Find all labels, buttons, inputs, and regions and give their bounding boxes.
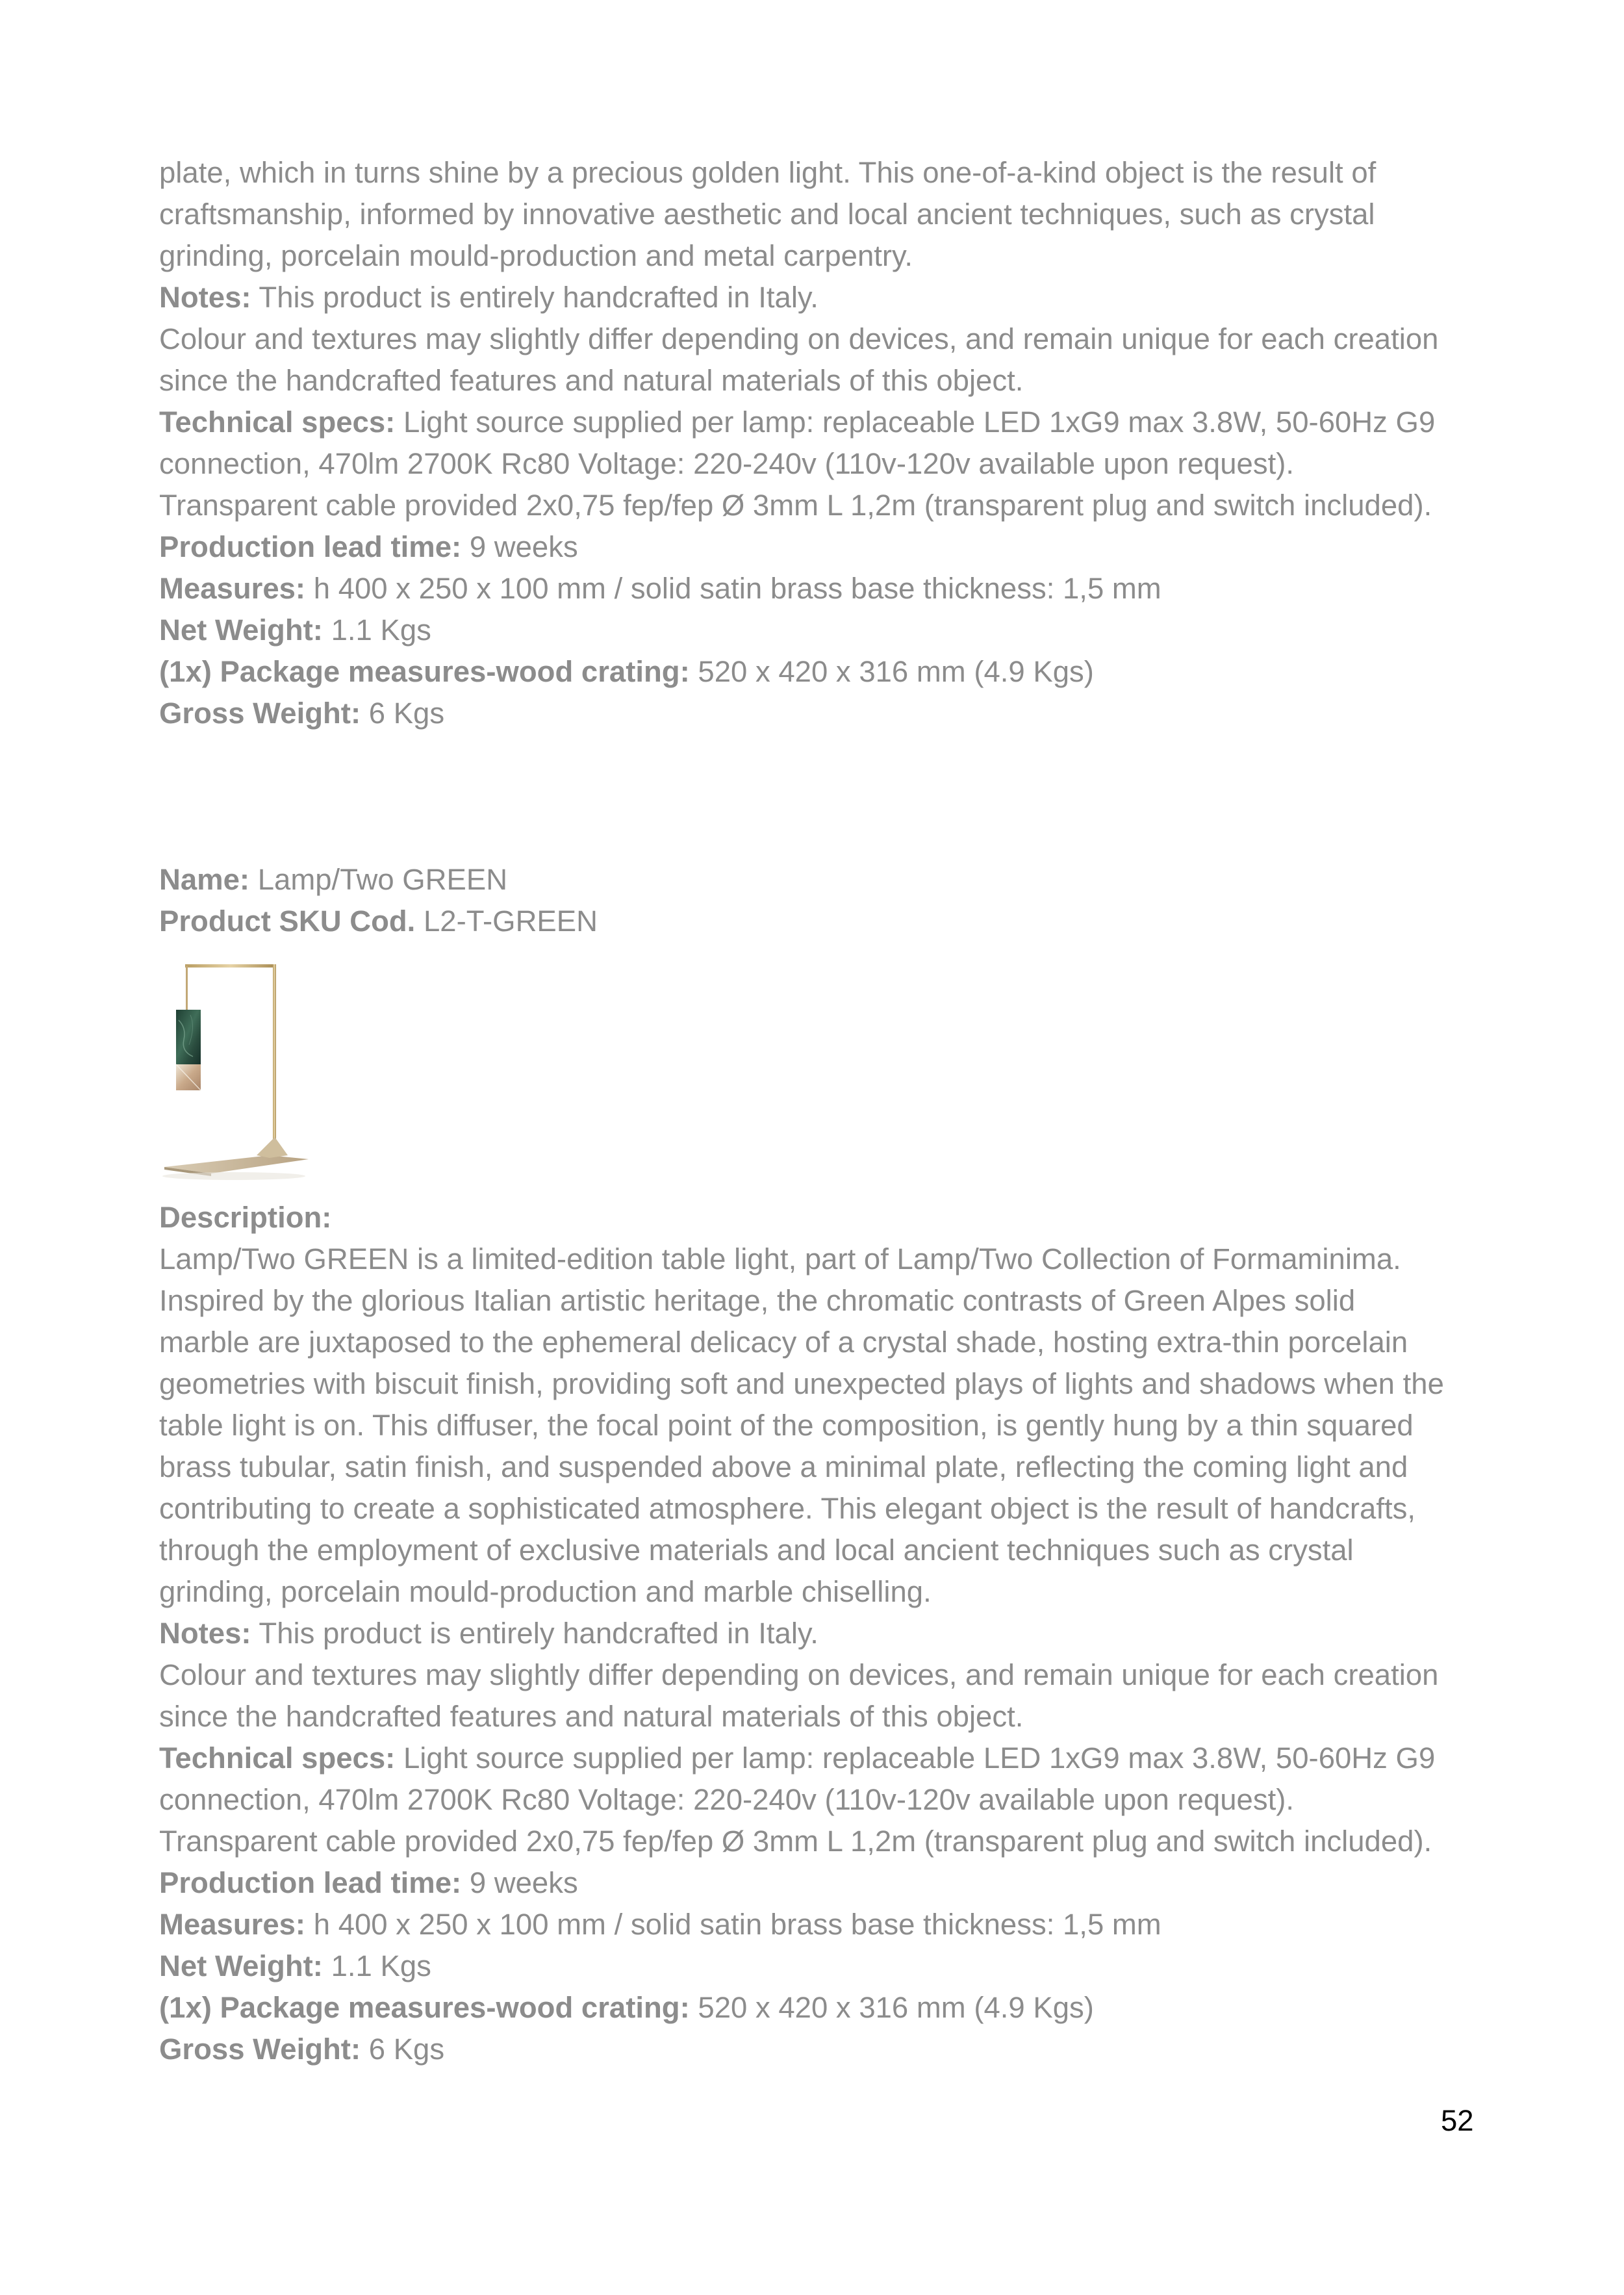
net-weight-label: Net Weight:: [159, 1949, 323, 1982]
product-description-section: [159, 1197, 1523, 2070]
notes-row: [159, 1613, 1523, 1654]
description-line: Lamp/Two GREEN is a limited-edition table light, part of Lamp/Two Collection of Formaminima.: [159, 1242, 1401, 1276]
package-value: 520 x 420 x 316 mm (4.9 Kgs): [698, 1991, 1094, 2024]
description-line: through the employment of exclusive materials and local ancient techniques such as crystal: [159, 1533, 1354, 1567]
base-plate-fold: [257, 1137, 288, 1158]
brass-post: [273, 964, 276, 1143]
colour-line: Colour and textures may slightly differ depending on devices, and remain unique for each creation: [159, 1658, 1439, 1691]
measures-label: Measures:: [159, 572, 306, 605]
notes-value: This product is entirely handcrafted in Italy.: [259, 281, 818, 314]
product-name-value: Lamp/Two GREEN: [257, 863, 508, 896]
colour-line: Colour and textures may slightly differ depending on devices, and remain unique for each creation: [159, 322, 1439, 355]
package-row: [159, 1987, 1523, 2029]
description-line: table light is on. This diffuser, the focal point of the composition, is gently hung by a thin squared: [159, 1409, 1414, 1442]
tech-specs-value: Light source supplied per lamp: replaceable LED 1xG9 max 3.8W, 50-60Hz G9: [403, 1741, 1436, 1775]
intro-line: craftsmanship, informed by innovative aesthetic and local ancient techniques, such as crystal: [159, 198, 1375, 231]
tech-specs-line: connection, 470lm 2700K Rc80 Voltage: 220-240v (110v-120v available upon request).: [159, 1783, 1295, 1816]
net-weight-value: 1.1 Kgs: [331, 1949, 431, 1982]
page-number: 52: [1441, 2104, 1474, 2137]
lead-time-row: [159, 526, 1523, 568]
package-row: [159, 651, 1523, 693]
tech-specs-label: Technical specs:: [159, 405, 396, 439]
colour-line: since the handcrafted features and natural materials of this object.: [159, 1700, 1024, 1733]
product-sku-row: [159, 901, 1523, 942]
product-sku-value: L2-T-GREEN: [423, 904, 598, 938]
gross-weight-row: [159, 2029, 1523, 2070]
gross-weight-value: 6 Kgs: [368, 2032, 445, 2066]
package-value: 520 x 420 x 316 mm (4.9 Kgs): [698, 655, 1094, 688]
tech-specs-line: connection, 470lm 2700K Rc80 Voltage: 220-240v (110v-120v available upon request).: [159, 447, 1295, 480]
net-weight-row: [159, 1945, 1523, 1987]
measures-row: [159, 1904, 1523, 1945]
tech-specs-row: [159, 1737, 1523, 1779]
gross-weight-value: 6 Kgs: [368, 697, 445, 730]
product-sku-label: Product SKU Cod.: [159, 904, 416, 938]
measures-row: [159, 568, 1523, 609]
tech-specs-line: Transparent cable provided 2x0,75 fep/fep Ø 3mm L 1,2m (transparent plug and switch included).: [159, 489, 1432, 522]
description-label: Description:: [159, 1201, 332, 1234]
hanger-rod: [186, 966, 188, 1010]
tech-specs-label: Technical specs:: [159, 1741, 396, 1775]
tech-specs-row: [159, 402, 1523, 443]
lamp-product-image: [159, 960, 315, 1185]
lead-time-value: 9 weeks: [469, 1866, 578, 1899]
lead-time-value: 9 weeks: [469, 530, 578, 563]
gross-weight-row: [159, 693, 1523, 734]
brass-top-bar: [185, 964, 276, 968]
lead-time-label: Production lead time:: [159, 530, 462, 563]
lead-time-label: Production lead time:: [159, 1866, 462, 1899]
product-name-row: [159, 859, 1523, 901]
intro-line: plate, which in turns shine by a precious golden light. This one-of-a-kind object is the result of: [159, 156, 1377, 189]
notes-value: This product is entirely handcrafted in Italy.: [259, 1617, 818, 1650]
description-line: marble are juxtaposed to the ephemeral delicacy of a crystal shade, hosting extra-thin porcelain: [159, 1326, 1408, 1359]
previous-product-details: [159, 152, 1523, 734]
colour-line: since the handcrafted features and natural materials of this object.: [159, 364, 1024, 397]
package-label: (1x) Package measures-wood crating:: [159, 655, 690, 688]
marble-shade: [176, 1010, 201, 1064]
description-line: geometries with biscuit finish, providing soft and unexpected plays of lights and shadows when the: [159, 1367, 1444, 1400]
description-line: grinding, porcelain mould-production and marble chiselling.: [159, 1575, 932, 1608]
measures-value: h 400 x 250 x 100 mm / solid satin brass base thickness: 1,5 mm: [313, 572, 1161, 605]
gross-weight-label: Gross Weight:: [159, 697, 361, 730]
gross-weight-label: Gross Weight:: [159, 2032, 361, 2066]
net-weight-label: Net Weight:: [159, 613, 323, 647]
net-weight-row: [159, 609, 1523, 651]
description-line: brass tubular, satin finish, and suspended above a minimal plate, reflecting the coming light and: [159, 1450, 1408, 1483]
description-line: contributing to create a sophisticated atmosphere. This elegant object is the result of handcrafts,: [159, 1492, 1416, 1525]
measures-label: Measures:: [159, 1908, 306, 1941]
product-header: [159, 859, 1523, 942]
tech-specs-line: Transparent cable provided 2x0,75 fep/fep Ø 3mm L 1,2m (transparent plug and switch included).: [159, 1825, 1432, 1858]
notes-label: Notes:: [159, 281, 251, 314]
base-shadow: [162, 1172, 305, 1180]
intro-line: grinding, porcelain mould-production and metal carpentry.: [159, 239, 913, 272]
measures-value: h 400 x 250 x 100 mm / solid satin brass base thickness: 1,5 mm: [313, 1908, 1161, 1941]
tech-specs-value: Light source supplied per lamp: replaceable LED 1xG9 max 3.8W, 50-60Hz G9: [403, 405, 1436, 439]
product-name-label: Name:: [159, 863, 250, 896]
notes-row: [159, 277, 1523, 318]
notes-label: Notes:: [159, 1617, 251, 1650]
package-label: (1x) Package measures-wood crating:: [159, 1991, 690, 2024]
net-weight-value: 1.1 Kgs: [331, 613, 431, 647]
lead-time-row: [159, 1862, 1523, 1904]
description-line: Inspired by the glorious Italian artistic heritage, the chromatic contrasts of Green Alpes solid: [159, 1284, 1356, 1317]
